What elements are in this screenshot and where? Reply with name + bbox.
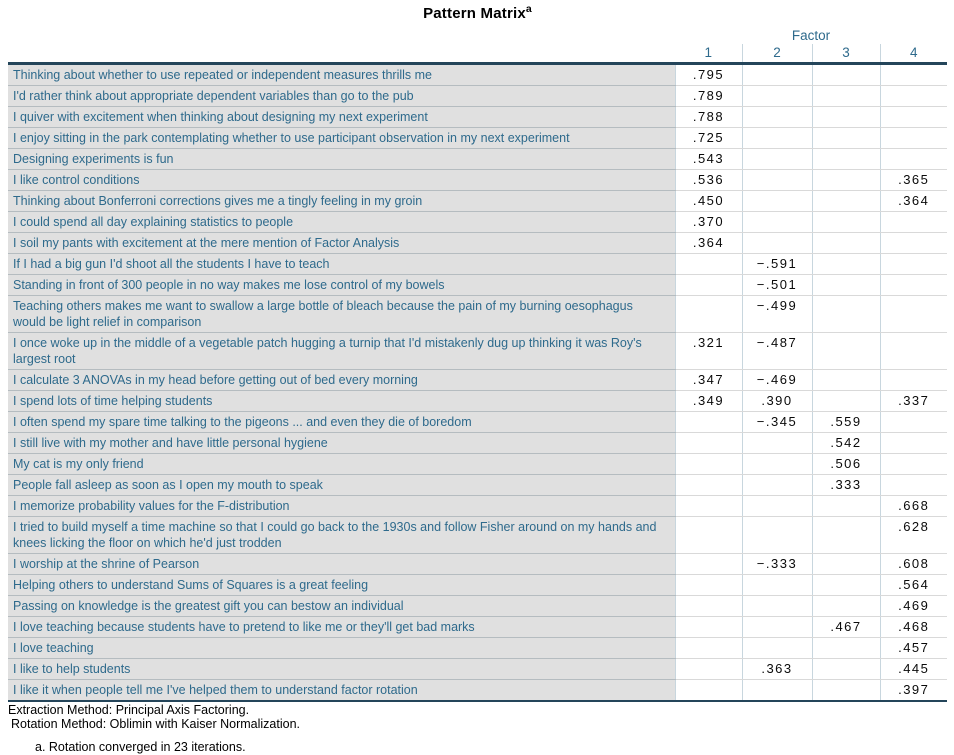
row-label: Teaching others makes me want to swallow a large bottle of bleach because the pain of my burning oesophagus would be light relief in comparison	[8, 296, 675, 333]
row-label: I enjoy sitting in the park contemplating whether to use participant observation in my next experiment	[8, 128, 675, 149]
factor-2-loading: −.333	[742, 554, 812, 575]
footnote-a: a. Rotation converged in 23 iterations.	[35, 740, 246, 754]
table-row	[8, 617, 947, 638]
rotation-method-note: Rotation Method: Oblimin with Kaiser Normalization.	[11, 716, 301, 731]
factor-1-loading	[675, 475, 742, 496]
factor-4-loading: .365	[880, 170, 947, 191]
factor-2-loading	[742, 233, 812, 254]
factor-1-loading: .789	[675, 86, 742, 107]
factor-3-loading	[812, 554, 880, 575]
table-row	[8, 496, 947, 517]
factor-column-header-1: 1	[675, 44, 742, 64]
factor-4-loading	[880, 107, 947, 128]
row-label: Thinking about Bonferroni corrections gives me a tingly feeling in my groin	[8, 191, 675, 212]
row-label: I love teaching because students have to pretend to like me or they'll get bad marks	[8, 617, 675, 638]
factor-2-loading	[742, 86, 812, 107]
factor-3-loading	[812, 170, 880, 191]
factor-4-loading	[880, 275, 947, 296]
factor-1-loading: .347	[675, 370, 742, 391]
factor-1-loading	[675, 296, 742, 333]
factor-1-loading: .321	[675, 333, 742, 370]
factor-1-loading: .725	[675, 128, 742, 149]
factor-3-loading	[812, 333, 880, 370]
table-row	[8, 659, 947, 680]
factor-2-loading	[742, 617, 812, 638]
factor-4-loading	[880, 475, 947, 496]
factor-3-loading	[812, 596, 880, 617]
row-label: Standing in front of 300 people in no way makes me lose control of my bowels	[8, 275, 675, 296]
factor-3-loading	[812, 86, 880, 107]
factor-2-loading	[742, 496, 812, 517]
table-row	[8, 412, 947, 433]
factor-1-loading: .795	[675, 64, 742, 86]
factor-1-loading: .543	[675, 149, 742, 170]
factor-3-loading	[812, 128, 880, 149]
factor-3-loading	[812, 391, 880, 412]
factor-3-loading	[812, 496, 880, 517]
row-label: I like to help students	[8, 659, 675, 680]
row-label: I spend lots of time helping students	[8, 391, 675, 412]
factor-3-loading	[812, 517, 880, 554]
factor-3-loading: .559	[812, 412, 880, 433]
table-row	[8, 86, 947, 107]
factor-1-loading: .349	[675, 391, 742, 412]
factor-4-loading	[880, 233, 947, 254]
table-row	[8, 333, 947, 370]
row-label: My cat is my only friend	[8, 454, 675, 475]
factor-2-loading	[742, 64, 812, 86]
factor-2-loading	[742, 107, 812, 128]
factor-1-loading	[675, 254, 742, 275]
table-row	[8, 107, 947, 128]
row-label: I memorize probability values for the F-distribution	[8, 496, 675, 517]
row-label: I still live with my mother and have little personal hygiene	[8, 433, 675, 454]
row-label: I like it when people tell me I've helped them to understand factor rotation	[8, 680, 675, 702]
factor-3-loading	[812, 296, 880, 333]
factor-4-loading	[880, 149, 947, 170]
row-label: I could spend all day explaining statistics to people	[8, 212, 675, 233]
factor-1-loading	[675, 412, 742, 433]
table-row	[8, 128, 947, 149]
factor-4-loading: .628	[880, 517, 947, 554]
factor-2-loading	[742, 638, 812, 659]
factor-3-loading	[812, 680, 880, 702]
row-label: I quiver with excitement when thinking about designing my next experiment	[8, 107, 675, 128]
factor-3-loading: .542	[812, 433, 880, 454]
factor-4-loading: .608	[880, 554, 947, 575]
factor-1-loading	[675, 554, 742, 575]
factor-3-loading	[812, 254, 880, 275]
table-row	[8, 254, 947, 275]
factor-4-loading: .337	[880, 391, 947, 412]
factor-2-loading	[742, 128, 812, 149]
factor-3-loading	[812, 575, 880, 596]
table-title	[8, 0, 947, 27]
factor-2-loading: −.469	[742, 370, 812, 391]
factor-4-loading: .364	[880, 191, 947, 212]
factor-2-loading	[742, 191, 812, 212]
table-row	[8, 517, 947, 554]
factor-1-loading: .788	[675, 107, 742, 128]
factor-4-loading: .445	[880, 659, 947, 680]
table-row	[8, 680, 947, 702]
table-row	[8, 575, 947, 596]
factor-1-loading: .450	[675, 191, 742, 212]
factor-4-loading	[880, 333, 947, 370]
factor-3-loading	[812, 275, 880, 296]
row-label: Helping others to understand Sums of Squares is a great feeling	[8, 575, 675, 596]
table-row	[8, 275, 947, 296]
factor-2-loading: .390	[742, 391, 812, 412]
factor-4-loading	[880, 86, 947, 107]
row-label: Thinking about whether to use repeated or independent measures thrills me	[8, 64, 675, 86]
table-row	[8, 475, 947, 496]
factor-2-loading: −.591	[742, 254, 812, 275]
header-spacer-cell	[8, 27, 675, 44]
row-label: I tried to build myself a time machine so that I could go back to the 1930s and follow Fisher around on my hands and knees licking the floor on which he'd just trodden	[8, 517, 675, 554]
row-label: If I had a big gun I'd shoot all the students I have to teach	[8, 254, 675, 275]
row-label: I'd rather think about appropriate dependent variables than go to the pub	[8, 86, 675, 107]
row-label: I soil my pants with excitement at the mere mention of Factor Analysis	[8, 233, 675, 254]
table-row	[8, 212, 947, 233]
factor-2-loading	[742, 596, 812, 617]
table-row	[8, 170, 947, 191]
factor-1-loading	[675, 575, 742, 596]
factor-2-loading	[742, 433, 812, 454]
factor-column-header-2: 2	[742, 44, 812, 64]
factor-4-loading: .469	[880, 596, 947, 617]
factor-3-loading	[812, 191, 880, 212]
table-row	[8, 370, 947, 391]
table-row	[8, 454, 947, 475]
row-label: People fall asleep as soon as I open my mouth to speak	[8, 475, 675, 496]
table-row	[8, 296, 947, 333]
factor-2-loading	[742, 454, 812, 475]
factor-1-loading: .364	[675, 233, 742, 254]
table-row	[8, 191, 947, 212]
header-corner-cell	[8, 44, 675, 64]
row-label: I calculate 3 ANOVAs in my head before getting out of bed every morning	[8, 370, 675, 391]
factor-1-loading	[675, 275, 742, 296]
factor-4-loading	[880, 370, 947, 391]
table-row	[8, 233, 947, 254]
factor-4-loading: .564	[880, 575, 947, 596]
factor-3-loading	[812, 107, 880, 128]
table-row	[8, 638, 947, 659]
factor-4-loading: .457	[880, 638, 947, 659]
factor-2-loading	[742, 475, 812, 496]
factor-3-loading	[812, 370, 880, 391]
table-title-footnote-marker: a	[525, 3, 532, 15]
factor-2-loading: −.499	[742, 296, 812, 333]
row-label: I once woke up in the middle of a vegetable patch hugging a turnip that I'd mistakenly dug up thinking it was Roy's largest root	[8, 333, 675, 370]
table-row	[8, 149, 947, 170]
factor-4-loading	[880, 64, 947, 86]
factor-4-loading	[880, 254, 947, 275]
factor-4-loading	[880, 128, 947, 149]
table-row	[8, 391, 947, 412]
factor-1-loading	[675, 680, 742, 702]
factor-1-loading	[675, 496, 742, 517]
factor-4-loading: .468	[880, 617, 947, 638]
factor-2-loading: −.501	[742, 275, 812, 296]
factor-1-loading	[675, 433, 742, 454]
table-row	[8, 64, 947, 86]
factor-4-loading: .668	[880, 496, 947, 517]
factor-1-loading	[675, 659, 742, 680]
factor-2-loading	[742, 170, 812, 191]
factor-1-loading	[675, 596, 742, 617]
factor-3-loading: .506	[812, 454, 880, 475]
factor-3-loading	[812, 233, 880, 254]
row-label: I worship at the shrine of Pearson	[8, 554, 675, 575]
factor-4-loading	[880, 296, 947, 333]
factor-3-loading	[812, 64, 880, 86]
pattern-matrix-table	[8, 0, 947, 755]
factor-1-loading: .536	[675, 170, 742, 191]
table-title-text: Pattern Matrix	[423, 5, 526, 22]
factor-4-loading	[880, 412, 947, 433]
factor-column-header-4: 4	[880, 44, 947, 64]
factor-1-loading	[675, 454, 742, 475]
factor-4-loading	[880, 454, 947, 475]
factor-3-loading: .467	[812, 617, 880, 638]
factor-4-loading	[880, 433, 947, 454]
factor-1-loading: .370	[675, 212, 742, 233]
factor-1-loading	[675, 617, 742, 638]
row-label: I like control conditions	[8, 170, 675, 191]
table-row	[8, 433, 947, 454]
table-row	[8, 554, 947, 575]
row-label: Designing experiments is fun	[8, 149, 675, 170]
row-label: I love teaching	[8, 638, 675, 659]
factor-2-loading: .363	[742, 659, 812, 680]
factor-column-header-3: 3	[812, 44, 880, 64]
factor-2-loading: −.487	[742, 333, 812, 370]
factor-4-loading: .397	[880, 680, 947, 702]
factor-2-loading: −.345	[742, 412, 812, 433]
factor-2-loading	[742, 517, 812, 554]
factor-number-header-row	[8, 44, 947, 64]
factor-1-loading	[675, 638, 742, 659]
table-footer	[8, 704, 947, 755]
row-label: I often spend my spare time talking to the pigeons ... and even they die of boredom	[8, 412, 675, 433]
factor-3-loading	[812, 212, 880, 233]
factor-2-loading	[742, 212, 812, 233]
factor-2-loading	[742, 680, 812, 702]
factor-3-loading	[812, 149, 880, 170]
factor-group-header-row	[8, 27, 947, 44]
factor-loadings-table	[8, 27, 947, 702]
factor-2-loading	[742, 149, 812, 170]
factor-group-header: Factor	[791, 28, 831, 43]
row-label: Passing on knowledge is the greatest gift you can bestow an individual	[8, 596, 675, 617]
table-row	[8, 596, 947, 617]
factor-3-loading: .333	[812, 475, 880, 496]
factor-2-loading	[742, 575, 812, 596]
extraction-method-note: Extraction Method: Principal Axis Factoring.	[8, 703, 250, 717]
factor-1-loading	[675, 517, 742, 554]
factor-4-loading	[880, 212, 947, 233]
factor-3-loading	[812, 659, 880, 680]
factor-3-loading	[812, 638, 880, 659]
